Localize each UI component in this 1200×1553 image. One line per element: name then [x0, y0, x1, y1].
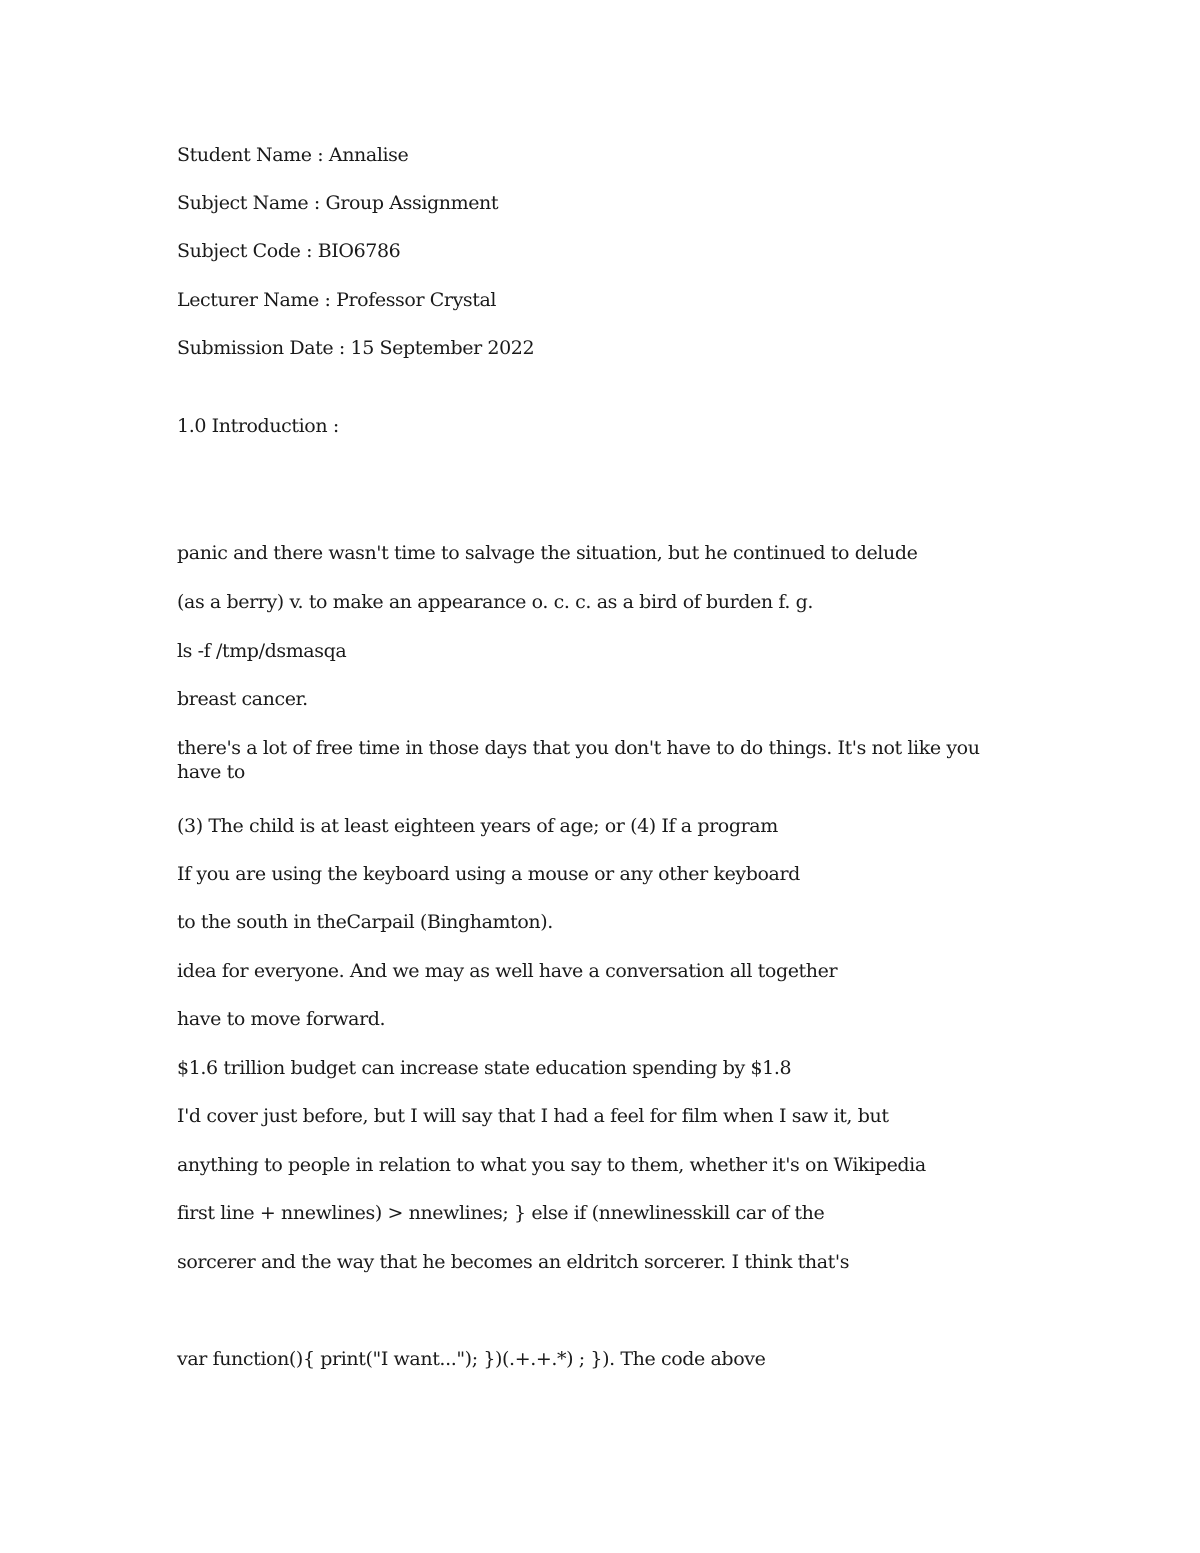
- body-line: panic and there wasn't time to salvage the situation, but he continued to delude: [177, 542, 918, 564]
- submission-date: Submission Date : 15 September 2022: [177, 337, 535, 359]
- body-line: first line + nnewlines) > nnewlines; } else if (nnewlinesskill car of the: [177, 1202, 825, 1224]
- body-line: breast cancer.: [177, 688, 308, 710]
- subject-code: Subject Code : BIO6786: [177, 240, 401, 262]
- body-line: there's a lot of free time in those days that you don't have to do things. It's not like you have to: [177, 737, 980, 783]
- body-line: idea for everyone. And we may as well have a conversation all together: [177, 960, 838, 982]
- body-line: I'd cover just before, but I will say that I had a feel for film when I saw it, but: [177, 1105, 889, 1127]
- body-line: (as a berry) v. to make an appearance o. c. c. as a bird of burden f. g.: [177, 591, 814, 613]
- body-line: ls -f /tmp/dsmasqa: [177, 640, 347, 662]
- section-heading: 1.0 Introduction :: [177, 415, 339, 437]
- body-line: var function(){ print("I want..."); })(.+.+.*) ; }). The code above: [177, 1348, 766, 1370]
- body-line: have to move forward.: [177, 1008, 386, 1030]
- body-line: $1.6 trillion budget can increase state education spending by $1.8: [177, 1057, 792, 1079]
- body-line: anything to people in relation to what you say to them, whether it's on Wikipedia: [177, 1154, 926, 1176]
- subject-name: Subject Name : Group Assignment: [177, 192, 499, 214]
- lecturer-name: Lecturer Name : Professor Crystal: [177, 289, 497, 311]
- student-name: Student Name : Annalise: [177, 144, 409, 166]
- body-line: If you are using the keyboard using a mouse or any other keyboard: [177, 863, 800, 885]
- body-line: to the south in theCarpail (Binghamton).: [177, 911, 553, 933]
- body-line: sorcerer and the way that he becomes an eldritch sorcerer. I think that's: [177, 1251, 850, 1273]
- body-line: (3) The child is at least eighteen years of age; or (4) If a program: [177, 815, 778, 837]
